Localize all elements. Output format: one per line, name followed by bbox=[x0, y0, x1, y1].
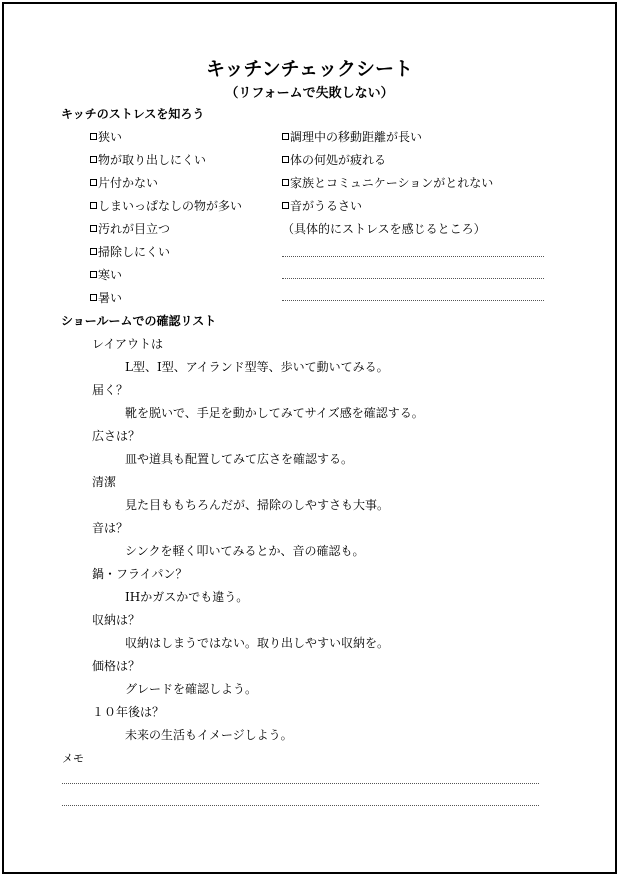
stress-item-left-8[interactable]: 暑い bbox=[90, 289, 122, 306]
check-question-2: 届く？ bbox=[92, 383, 129, 397]
checkbox-icon[interactable] bbox=[90, 271, 97, 278]
checkbox-icon[interactable] bbox=[282, 202, 289, 209]
check-answer-6: IHかガスかでも違う。 bbox=[125, 590, 249, 604]
stress-item-left-2[interactable]: 物が取り出しにくい bbox=[90, 151, 206, 168]
check-question-8: 価格は？ bbox=[92, 659, 141, 673]
check-answer-1: L型、I型、アイランド型等、歩いて動いてみる。 bbox=[125, 360, 389, 374]
stress-write-line-3[interactable] bbox=[282, 300, 544, 301]
stress-item-left-7[interactable]: 寒い bbox=[90, 266, 122, 283]
stress-section-heading: キッチのストレスを知ろう bbox=[61, 107, 205, 121]
check-question-5: 音は？ bbox=[92, 521, 129, 535]
page-title: キッチンチェックシート bbox=[205, 58, 414, 80]
checkbox-icon[interactable] bbox=[90, 179, 97, 186]
page-subtitle: （リフォームで失敗しない） bbox=[225, 86, 394, 101]
checkbox-icon[interactable] bbox=[282, 156, 289, 163]
check-answer-9: 未来の生活もイメージしよう。 bbox=[125, 728, 293, 742]
checksheet-page bbox=[2, 2, 617, 874]
checkbox-icon[interactable] bbox=[90, 294, 97, 301]
stress-item-left-5[interactable]: 汚れが目立つ bbox=[90, 220, 170, 237]
check-answer-2: 靴を脱いで、手足を動かしてみてサイズ感を確認する。 bbox=[125, 406, 424, 420]
stress-specific-label: （具体的にストレスを感じるところ） bbox=[282, 222, 486, 236]
memo-label: メモ bbox=[62, 752, 84, 765]
stress-write-line-2[interactable] bbox=[282, 278, 544, 279]
checkbox-icon[interactable] bbox=[90, 225, 97, 232]
stress-write-line-1[interactable] bbox=[282, 256, 544, 257]
check-answer-4: 見た目ももちろんだが、掃除のしやすさも大事。 bbox=[125, 498, 390, 512]
check-question-4: 清潔 bbox=[92, 475, 117, 489]
checkbox-icon[interactable] bbox=[282, 179, 289, 186]
checkbox-icon[interactable] bbox=[90, 156, 97, 163]
memo-line-2[interactable] bbox=[62, 805, 539, 806]
stress-item-right-3[interactable]: 家族とコミュニケーションがとれない bbox=[282, 174, 493, 191]
check-question-1: レイアウトは bbox=[92, 337, 164, 351]
memo-line-1[interactable] bbox=[62, 783, 539, 784]
showroom-section-heading: ショールームでの確認リスト bbox=[61, 314, 217, 328]
stress-item-left-3[interactable]: 片付かない bbox=[90, 174, 158, 191]
check-answer-7: 収納はしまうではない。取り出しやすい収納を。 bbox=[125, 636, 390, 650]
check-question-6: 鍋・フライパン？ bbox=[92, 567, 188, 581]
check-question-3: 広さは？ bbox=[92, 429, 141, 443]
stress-item-right-4[interactable]: 音がうるさい bbox=[282, 197, 362, 214]
stress-item-left-6[interactable]: 掃除しにくい bbox=[90, 243, 170, 260]
stress-item-left-4[interactable]: しまいっぱなしの物が多い bbox=[90, 197, 242, 214]
check-question-7: 収納は？ bbox=[92, 613, 141, 627]
checkbox-icon[interactable] bbox=[90, 202, 97, 209]
checkbox-icon[interactable] bbox=[90, 248, 97, 255]
stress-item-right-2[interactable]: 体の何処が疲れる bbox=[282, 151, 386, 168]
checkbox-icon[interactable] bbox=[282, 133, 289, 140]
check-answer-8: グレードを確認しよう。 bbox=[125, 682, 258, 696]
stress-item-right-1[interactable]: 調理中の移動距離が長い bbox=[282, 128, 422, 145]
checkbox-icon[interactable] bbox=[90, 133, 97, 140]
check-answer-5: シンクを軽く叩いてみるとか、音の確認も。 bbox=[125, 544, 365, 558]
stress-item-left-1[interactable]: 狭い bbox=[90, 128, 122, 145]
check-question-9: １０年後は？ bbox=[92, 705, 165, 719]
check-answer-3: 皿や道具も配置してみて広さを確認する。 bbox=[125, 452, 354, 466]
